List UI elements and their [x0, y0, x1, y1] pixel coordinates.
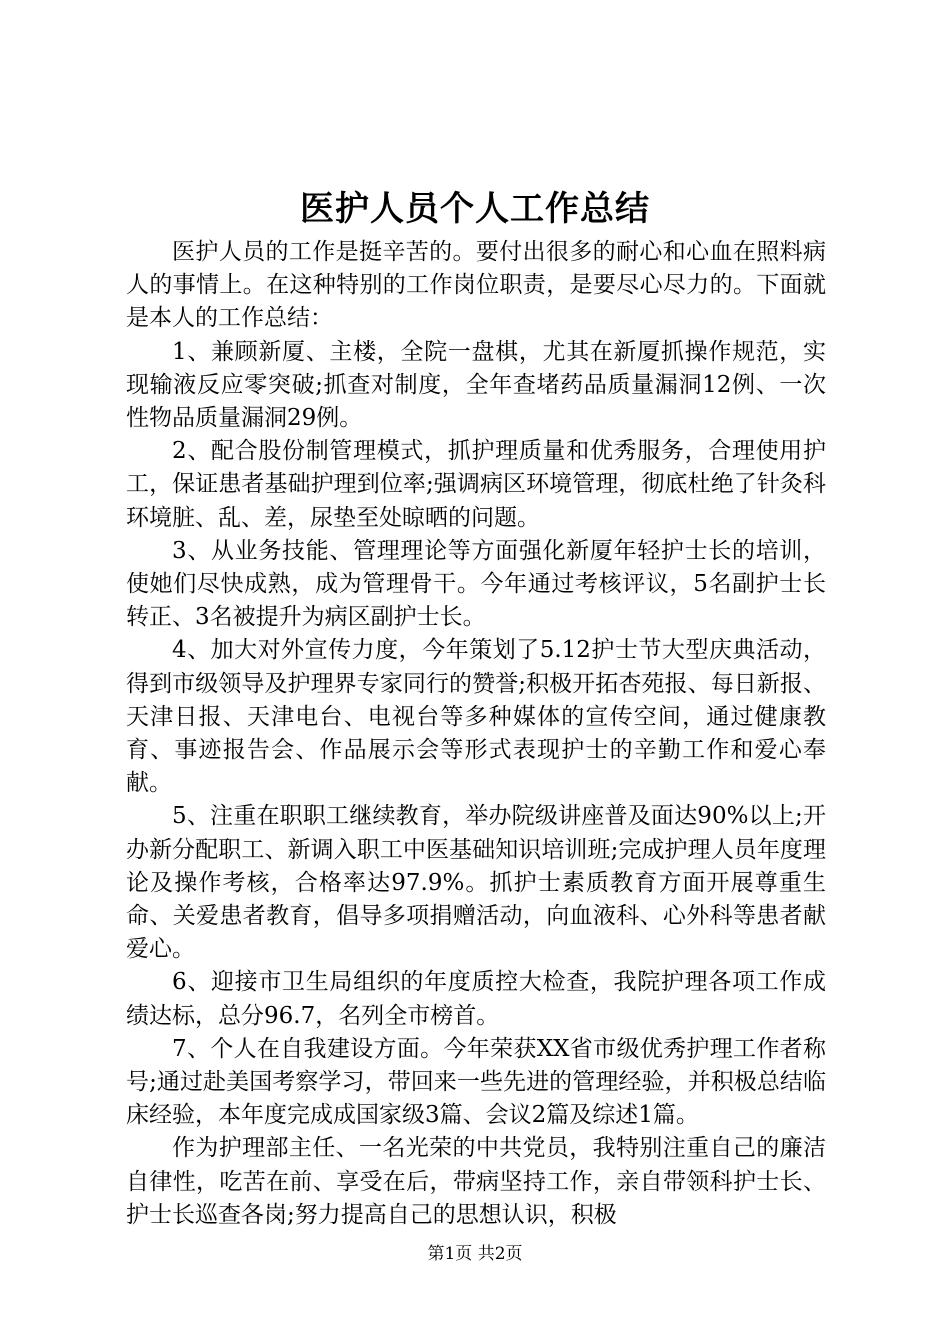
paragraph-item-1: 1、兼顾新厦、主楼，全院一盘棋，尤其在新厦抓操作规范，实现输液反应零突破;抓查对制度，全年查堵药品质量漏洞12例、一次性物品质量漏洞29例。	[126, 338, 826, 432]
document-title: 医护人员个人工作总结	[300, 189, 650, 229]
page-footer: 第1页 共2页	[427, 1244, 523, 1264]
paragraph-item-5: 5、注重在职职工继续教育，举办院级讲座普及面达90%以上;开办新分配职工、新调入职工中医基础知识培训班;完成护理人员年度理论及操作考核，合格率达97.9%。抓护士素质教育方面开展尊重生命、关爱患者教育，倡导多项捐赠活动，向血液科、心外科等患者献爱心。	[126, 803, 826, 963]
paragraph-closing: 作为护理部主任、一名光荣的中共党员，我特别注重自己的廉洁自律性，吃苦在前、享受在后，带病坚持工作，亲自带领科护士长、护士长巡查各岗;努力提高自己的思想认识，积极	[126, 1135, 826, 1228]
paragraph-item-6: 6、迎接市卫生局组织的年度质控大检查，我院护理各项工作成绩达标，总分96.7，名列全市榜首。	[126, 969, 826, 1029]
paragraph-item-4: 4、加大对外宣传力度，今年策划了5.12护士节大型庆典活动，得到市级领导及护理界专家同行的赞誉;积极开拓杏苑报、每日新报、天津日报、天津电台、电视台等多种媒体的宣传空间，通过健康教育、事迹报告会、作品展示会等形式表现护士的辛勤工作和爱心奉献。	[126, 637, 826, 797]
paragraph-item-7: 7、个人在自我建设方面。今年荣获XX省市级优秀护理工作者称号;通过赴美国考察学习，带回来一些先进的管理经验，并积极总结临床经验，本年度完成成国家级3篇、会议2篇及综述1篇。	[126, 1035, 826, 1129]
paragraph-intro: 医护人员的工作是挺辛苦的。要付出很多的耐心和心血在照料病人的事情上。在这种特别的工作岗位职责，是要尽心尽力的。下面就是本人的工作总结：	[126, 239, 826, 332]
document-body	[126, 236, 826, 1232]
paragraph-item-3: 3、从业务技能、管理理论等方面强化新厦年轻护士长的培训，使她们尽快成熟，成为管理骨干。今年通过考核评议，5名副护士长转正、3名被提升为病区副护士长。	[126, 537, 826, 631]
paragraph-item-2: 2、配合股份制管理模式，抓护理质量和优秀服务，合理使用护工，保证患者基础护理到位率;强调病区环境管理，彻底杜绝了针灸科环境脏、乱、差，尿垫至处晾晒的问题。	[126, 438, 826, 531]
